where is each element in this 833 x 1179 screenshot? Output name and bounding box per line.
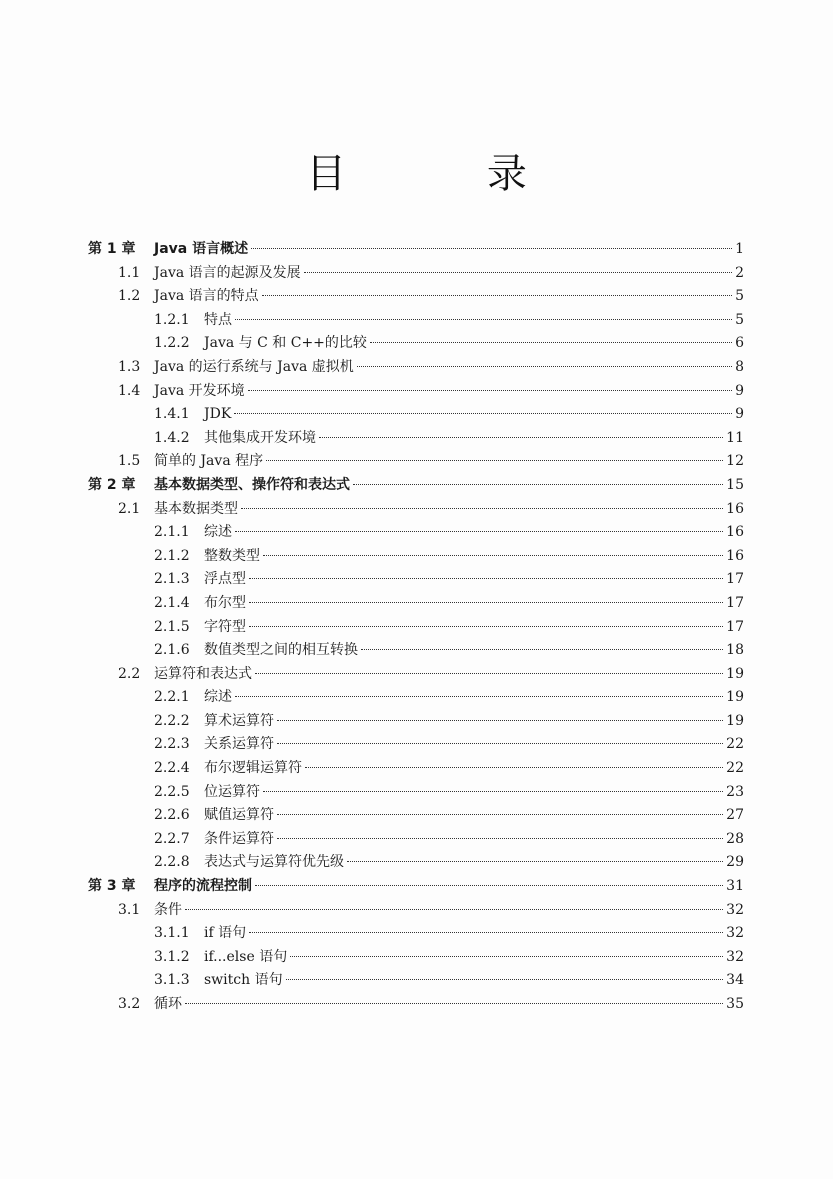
toc-entry-title: Java 开发环境	[154, 382, 245, 399]
toc-entry-number: 3.1.1	[154, 925, 190, 942]
toc-subsection-entry[interactable]	[88, 804, 744, 828]
toc-entry-number: 1.2.1	[154, 311, 190, 328]
toc-chapter-entry[interactable]	[88, 238, 744, 262]
toc-page-number: 11	[726, 429, 744, 446]
toc-entry-title: 简单的 Java 程序	[154, 453, 264, 470]
toc-entry-title: 整数类型	[204, 547, 260, 564]
toc-dot-leader	[234, 413, 732, 414]
toc-entry-title: 表达式与运算符优先级	[204, 854, 344, 871]
toc-page-number: 32	[726, 925, 744, 942]
toc-entry-number: 2.1.2	[154, 547, 190, 564]
toc-entry-number: 1.3	[118, 358, 141, 375]
toc-entry-title: if 语句	[204, 925, 247, 942]
toc-page-number: 19	[726, 665, 744, 682]
page-title: 目 录	[306, 151, 591, 197]
toc-entry-title: 基本数据类型、操作符和表达式	[154, 476, 350, 493]
toc-page-number: 12	[726, 453, 744, 470]
toc-dot-leader	[263, 791, 723, 792]
toc-page-number: 1	[735, 241, 744, 257]
toc-entry-title: 综述	[204, 524, 232, 541]
toc-subsection-entry[interactable]	[88, 592, 744, 616]
toc-entry-number: 2.1.1	[154, 524, 190, 541]
toc-page-number: 18	[726, 642, 744, 659]
toc-dot-leader	[249, 626, 723, 627]
toc-subsection-entry[interactable]	[88, 828, 744, 852]
toc-dot-leader	[290, 956, 723, 957]
toc-section-entry[interactable]	[88, 993, 744, 1017]
toc-dot-leader	[235, 696, 723, 697]
toc-dot-leader	[266, 460, 723, 461]
toc-page-number: 22	[726, 760, 744, 777]
toc-dot-leader	[241, 508, 723, 509]
toc-page-number: 5	[735, 288, 744, 305]
toc-entry-number: 2.1.6	[154, 642, 190, 659]
toc-section-entry[interactable]	[88, 899, 744, 923]
toc-entry-title: 程序的流程控制	[154, 878, 252, 895]
toc-subsection-entry[interactable]	[88, 781, 744, 805]
toc-dot-leader	[286, 979, 724, 980]
toc-entry-number: 1.1	[118, 264, 141, 281]
toc-entry-number: 1.2	[118, 288, 141, 305]
toc-entry-title: Java 与 C 和 C++的比较	[204, 335, 367, 352]
toc-dot-leader	[357, 366, 732, 367]
toc-subsection-entry[interactable]	[88, 403, 744, 427]
toc-dot-leader	[347, 861, 723, 862]
toc-entry-title: 基本数据类型	[154, 500, 238, 517]
toc-page-number: 19	[726, 712, 744, 729]
toc-entry-title: 算术运算符	[204, 712, 274, 729]
toc-section-entry[interactable]	[88, 356, 744, 380]
toc-subsection-entry[interactable]	[88, 922, 744, 946]
toc-entry-number: 2.2.8	[154, 854, 190, 871]
toc-entry-title: 布尔逻辑运算符	[204, 760, 302, 777]
toc-entry-title: if...else 语句	[204, 948, 288, 965]
toc-dot-leader	[249, 602, 723, 603]
toc-page-number: 15	[726, 476, 744, 493]
toc-entry-title: 布尔型	[204, 594, 246, 611]
toc-entry-number: 1.4	[118, 382, 141, 399]
toc-entry-title: 条件	[154, 901, 182, 918]
toc-dot-leader	[305, 767, 723, 768]
toc-entry-title: 赋值运算符	[204, 807, 274, 824]
toc-page-number: 17	[726, 594, 744, 611]
toc-entry-title: 综述	[204, 689, 232, 706]
toc-section-entry[interactable]	[88, 285, 744, 309]
toc-page-number: 23	[726, 783, 744, 800]
toc-entry-title: 字符型	[204, 618, 246, 635]
toc-dot-leader	[277, 743, 723, 744]
toc-section-entry[interactable]	[88, 262, 744, 286]
toc-page-number: 16	[726, 524, 744, 541]
toc-entry-number: 2.2.4	[154, 760, 190, 777]
toc-page-number: 29	[726, 854, 744, 871]
toc-entry-number: 2.1.3	[154, 571, 190, 588]
toc-subsection-entry[interactable]	[88, 545, 744, 569]
toc-entry-number: 2.1	[118, 500, 141, 517]
toc-entry-number: 1.2.2	[154, 335, 190, 352]
toc-dot-leader	[185, 909, 723, 910]
toc-entry-title: Java 语言概述	[154, 241, 249, 257]
toc-page-number: 17	[726, 571, 744, 588]
toc-entry-number: 2.1.4	[154, 594, 190, 611]
toc-subsection-entry[interactable]	[88, 733, 744, 757]
toc-dot-leader	[277, 720, 723, 721]
toc-entry-title: Java 语言的起源及发展	[154, 264, 301, 281]
toc-entry-title: 其他集成开发环境	[204, 429, 316, 446]
toc-section-entry[interactable]	[88, 498, 744, 522]
toc-entry-number: 3.1.2	[154, 948, 190, 965]
toc-page-number: 22	[726, 736, 744, 753]
toc-entry-number: 第 3 章	[88, 878, 136, 895]
toc-dot-leader	[361, 649, 723, 650]
toc-entry-title: switch 语句	[204, 972, 283, 989]
toc-entry-number: 2.2.2	[154, 712, 190, 729]
toc-dot-leader	[255, 673, 723, 674]
toc-dot-leader	[235, 531, 723, 532]
toc-section-entry[interactable]	[88, 380, 744, 404]
toc-subsection-entry[interactable]	[88, 616, 744, 640]
toc-entry-title: 关系运算符	[204, 736, 274, 753]
toc-dot-leader	[255, 885, 723, 886]
toc-subsection-entry[interactable]	[88, 969, 744, 993]
toc-subsection-entry[interactable]	[88, 851, 744, 875]
toc-subsection-entry[interactable]	[88, 639, 744, 663]
toc-dot-leader	[249, 578, 723, 579]
toc-page-number: 32	[726, 948, 744, 965]
toc-dot-leader	[353, 484, 723, 485]
toc-entry-number: 3.1.3	[154, 972, 190, 989]
toc-page-number: 17	[726, 618, 744, 635]
toc-dot-leader	[263, 555, 723, 556]
toc-page-number: 5	[735, 311, 744, 328]
toc-entry-title: 位运算符	[204, 783, 260, 800]
toc-dot-leader	[262, 295, 732, 296]
toc-entry-number: 第 1 章	[88, 241, 136, 257]
toc-entry-number: 3.2	[118, 996, 141, 1012]
toc-page-number: 32	[726, 901, 744, 918]
toc-dot-leader	[249, 932, 723, 933]
toc-dot-leader	[185, 1003, 723, 1004]
table-of-contents	[88, 238, 744, 1017]
toc-entry-number: 2.2.7	[154, 830, 190, 847]
toc-dot-leader	[277, 814, 723, 815]
toc-dot-leader	[370, 342, 732, 343]
toc-page-number: 28	[726, 830, 744, 847]
toc-entry-number: 2.2.1	[154, 689, 190, 706]
toc-entry-number: 2.2	[118, 665, 141, 682]
toc-entry-title: JDK	[204, 406, 232, 423]
toc-dot-leader	[251, 248, 732, 249]
toc-subsection-entry[interactable]	[88, 757, 744, 781]
toc-page-number: 16	[726, 547, 744, 564]
toc-dot-leader	[304, 272, 732, 273]
toc-entry-title: 运算符和表达式	[154, 665, 252, 682]
toc-page-number: 31	[726, 878, 744, 895]
toc-section-entry[interactable]	[88, 450, 744, 474]
toc-subsection-entry[interactable]	[88, 710, 744, 734]
toc-dot-leader	[319, 437, 723, 438]
toc-page-number: 27	[726, 807, 744, 824]
toc-page-number: 6	[735, 335, 744, 352]
toc-page-number: 9	[735, 382, 744, 399]
toc-subsection-entry[interactable]	[88, 686, 744, 710]
toc-section-entry[interactable]	[88, 663, 744, 687]
toc-entry-number: 1.4.2	[154, 429, 190, 446]
toc-chapter-entry[interactable]	[88, 474, 744, 498]
toc-entry-number: 3.1	[118, 901, 141, 918]
toc-entry-number: 2.2.3	[154, 736, 190, 753]
toc-page-number: 19	[726, 689, 744, 706]
toc-entry-number: 第 2 章	[88, 476, 136, 493]
toc-entry-title: 浮点型	[204, 571, 246, 588]
toc-page-number: 35	[726, 996, 744, 1012]
toc-subsection-entry[interactable]	[88, 568, 744, 592]
toc-entry-number: 2.2.5	[154, 783, 190, 800]
toc-dot-leader	[277, 838, 723, 839]
toc-page-number: 9	[735, 406, 744, 423]
toc-page-number: 8	[735, 358, 744, 375]
toc-subsection-entry[interactable]	[88, 309, 744, 333]
toc-dot-leader	[248, 390, 732, 391]
toc-entry-title: 循环	[154, 996, 182, 1012]
toc-page-number: 34	[726, 972, 744, 989]
toc-dot-leader	[235, 319, 732, 320]
toc-entry-title: Java 语言的特点	[154, 288, 259, 305]
toc-entry-number: 1.5	[118, 453, 141, 470]
toc-entry-number: 2.2.6	[154, 807, 190, 824]
toc-page-number: 16	[726, 500, 744, 517]
toc-entry-number: 1.4.1	[154, 406, 190, 423]
toc-page-number: 2	[735, 264, 744, 281]
toc-entry-title: 数值类型之间的相互转换	[204, 642, 358, 659]
toc-chapter-entry[interactable]	[88, 875, 744, 899]
toc-entry-title: 特点	[204, 311, 232, 328]
toc-entry-title: Java 的运行系统与 Java 虚拟机	[154, 358, 354, 375]
toc-subsection-entry[interactable]	[88, 946, 744, 970]
toc-entry-title: 条件运算符	[204, 830, 274, 847]
toc-subsection-entry[interactable]	[88, 427, 744, 451]
toc-subsection-entry[interactable]	[88, 521, 744, 545]
toc-entry-number: 2.1.5	[154, 618, 190, 635]
toc-subsection-entry[interactable]	[88, 332, 744, 356]
